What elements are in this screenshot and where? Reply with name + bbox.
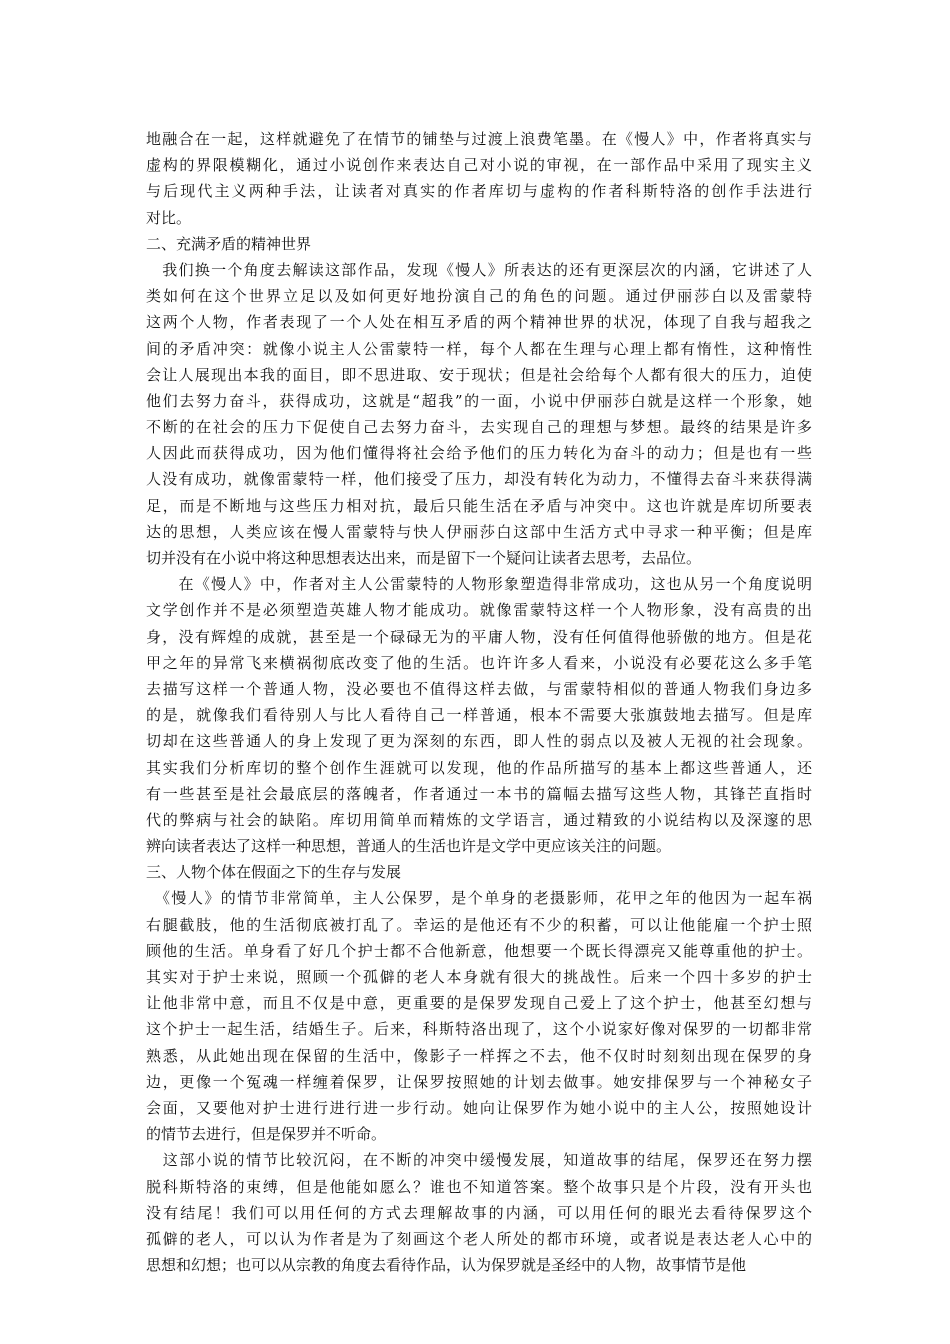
text-line: 地融合在一起，这样就避免了在情节的铺垫与过渡上浪费笔墨。在《慢人》中，作者将真实与 [146, 130, 812, 148]
text-line: 让他非常中意，而且不仅是中意，更重要的是保罗发现自己爱上了这个护士，他甚至幻想与 [146, 994, 812, 1013]
text-line: 顾他的生活。单身看了好几个护士都不合他新意，他想要一个既长得漂亮又能尊重他的护士。 [146, 941, 812, 960]
text-line: 这个护士一起生活，结婚生子。后来，科斯特洛出现了，这个小说家好像对保罗的一切都非常 [146, 1020, 812, 1039]
text-line: 切却在这些普通人的身上发现了更为深刻的东西，即人性的弱点以及被人无视的社会现象。 [146, 732, 812, 751]
text-line: 在《慢人》中，作者对主人公雷蒙特的人物形象塑造得非常成功，这也从另一个角度说明 [146, 575, 812, 594]
text-line: 会让人展现出本我的面目，即不思进取、安于现状；但是社会给每个人都有很大的压力，迫使 [146, 365, 812, 384]
text-line: 文学创作并不是必须塑造英雄人物才能成功。就像雷蒙特这样一个人物形象，没有高贵的出 [146, 601, 812, 620]
heading-text: 三、人物个体在假面之下的生存与发展 [146, 863, 402, 882]
paragraph [146, 1147, 812, 1278]
text-line: 类如何在这个世界立足以及如何更好地扮演自己的角色的问题。通过伊丽莎白以及雷蒙特 [146, 287, 812, 306]
text-line: 《慢人》的情节非常简单，主人公保罗，是个单身的老摄影师，花甲之年的他因为一起车祸 [146, 889, 812, 908]
section-heading [146, 859, 812, 885]
text-line: 有一些甚至是社会最底层的落魄者，作者通过一本书的篇幅去描写这些人物，其锋芒直指时 [146, 784, 812, 803]
text-line: 人因此而获得成功，因为他们懂得将社会给予他们的压力转化为奋斗的动力；但是也有一些 [146, 444, 812, 463]
text-line: 与后现代主义两种手法，让读者对真实的作者库切与虚构的作者科斯特洛的创作手法进行 [146, 182, 812, 201]
paragraph [146, 257, 812, 571]
text-line: 人没有成功，就像雷蒙特一样，他们接受了压力，却没有转化为动力，不懂得去奋斗来获得满 [146, 470, 812, 489]
text-line: 切并没有在小说中将这种思想表达出来，而是留下一个疑问让读者去思考，去品位。 [146, 549, 702, 567]
document-page [146, 126, 812, 1278]
text-line: 其实对于护士来说，照顾一个孤僻的老人本身就有很大的挑战性。后来一个四十多岁的护士 [146, 968, 812, 986]
text-line: 其实我们分析库切的整个创作生涯就可以发现，他的作品所描写的基本上都这些普通人，还 [146, 758, 812, 777]
paragraph [146, 126, 812, 231]
text-line: 对比。 [146, 208, 192, 227]
text-line: 孤僻的老人，可以认为作者是为了刻画这个老人所处的都市环境，或者说是表达老人心中的 [146, 1229, 812, 1248]
text-line: 虚构的界限模糊化，通过小说创作来表达自己对小说的审视，在一部作品中采用了现实主义 [146, 156, 812, 175]
text-line: 不断的在社会的压力下促使自己去努力奋斗，去实现自己的理想与梦想。最终的结果是许多 [146, 418, 812, 437]
heading-text: 二、充满矛盾的精神世界 [146, 234, 312, 253]
text-line: 右腿截肢，他的生活彻底被打乱了。幸运的是他还有不少的积蓄，可以让他能雇一个护士照 [146, 915, 812, 934]
text-line: 去描写这样一个普通人物，没必要也不值得这样去做，与雷蒙特相似的普通人物我们身边多 [146, 679, 812, 698]
paragraph [146, 885, 812, 1147]
text-line: 的是，就像我们看待别人与比人看待自己一样普通，根本不需要大张旗鼓地去描写。但是库 [146, 706, 812, 725]
text-line: 代的弊病与社会的缺陷。库切用简单而精炼的文学语言，通过精致的小说结构以及深邃的思 [146, 810, 812, 829]
text-line: 脱科斯特洛的束缚，但是他能如愿么？谁也不知道答案。整个故事只是个片段，没有开头也 [146, 1177, 812, 1196]
paragraph [146, 571, 812, 859]
text-line: 的情节去进行，但是保罗并不听命。 [146, 1125, 387, 1144]
text-line: 辨向读者表达了这样一种思想，普通人的生活也许是文学中更应该关注的问题。 [146, 837, 672, 856]
text-line: 这部小说的情节比较沉闷，在不断的冲突中缓慢发展，知道故事的结尾，保罗还在努力摆 [146, 1151, 812, 1170]
text-line: 会面，又要他对护士进行进行进一步行动。她向让保罗作为她小说中的主人公，按照她设计 [146, 1098, 812, 1117]
text-line: 间的矛盾冲突：就像小说主人公雷蒙特一样，每个人都在生理与心理上都有惰性，这种惰性 [146, 339, 812, 358]
text-line: 没有结尾！我们可以用任何的方式去理解故事的内涵，可以用任何的眼光去看待保罗这个 [146, 1203, 812, 1222]
section-heading [146, 231, 812, 257]
text-line: 这两个人物，作者表现了一个人处在相互矛盾的两个精神世界的状况，体现了自我与超我之 [146, 313, 812, 332]
text-line: 边，更像一个冤魂一样缠着保罗，让保罗按照她的计划去做事。她安排保罗与一个神秘女子 [146, 1072, 812, 1091]
text-line: 熟悉，从此她出现在保留的生活中，像影子一样挥之不去，他不仅时时刻刻出现在保罗的身 [146, 1046, 812, 1065]
text-line: 足，而是不断地与这些压力相对抗，最后只能生活在矛盾与冲突中。这也许就是库切所要表 [146, 496, 812, 515]
text-line: 身，没有辉煌的成就，甚至是一个碌碌无为的平庸人物，没有任何值得他骄傲的地方。但是花 [146, 627, 812, 646]
text-line: 思想和幻想；也可以从宗教的角度去看待作品，认为保罗就是圣经中的人物，故事情节是他 [146, 1256, 747, 1275]
text-line: 甲之年的异常飞来横祸彻底改变了他的生活。也许许多人看来，小说没有必要花这么多手笔 [146, 653, 812, 672]
text-line: 我们换一个角度去解读这部作品，发现《慢人》所表达的还有更深层次的内涵，它讲述了人 [146, 260, 812, 279]
text-line: 达的思想，人类应该在慢人雷蒙特与快人伊丽莎白这部中生活方式中寻求一种平衡；但是库 [146, 522, 812, 541]
text-line: 他们去努力奋斗，获得成功，这就是“超我”的一面，小说中伊丽莎白就是这样一个形象，她 [146, 391, 812, 410]
